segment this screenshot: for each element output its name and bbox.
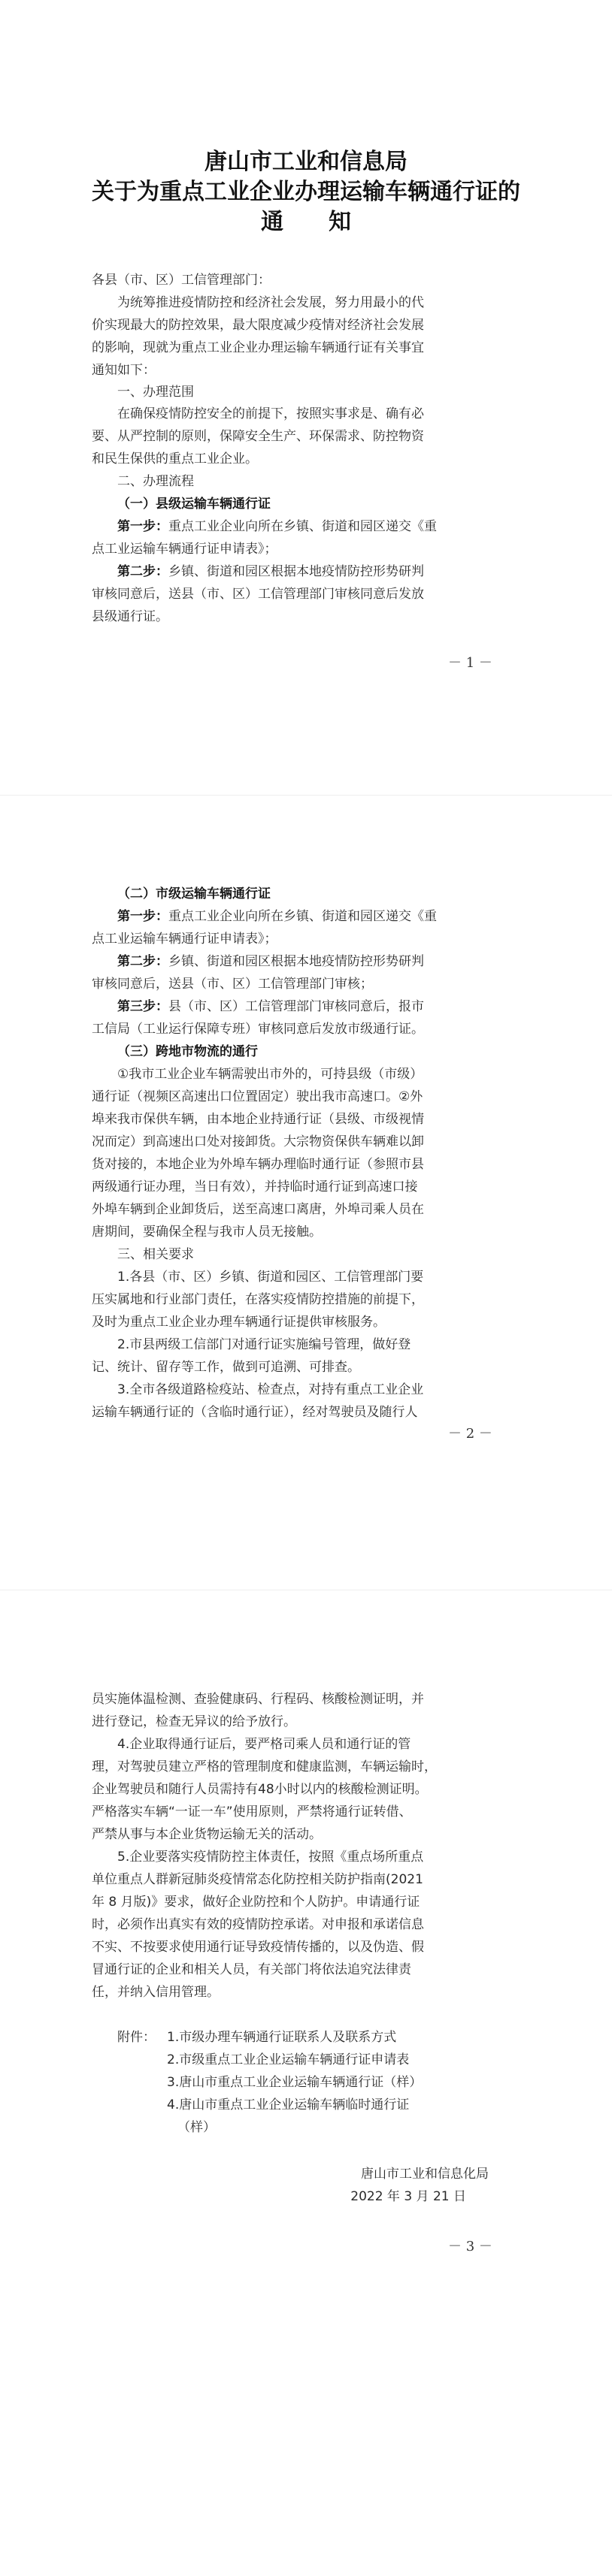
document-page-2 (0, 795, 612, 1590)
section-2-heading: 二、办理流程 (117, 474, 194, 489)
step-1-label: 第一步： (117, 909, 168, 924)
requirement-5-line: 单位重点人群新冠肺炎疫情常态化防控相关防护指南(2021 (92, 1872, 423, 1887)
requirement-5-line: 任，并纳入信用管理。 (92, 1985, 220, 2000)
step-1 (117, 907, 528, 926)
requirement-5-line: 不实、不按要求使用通行证导致疫情传播的，以及伪造、假 (92, 1940, 424, 1955)
requirement-1-line: 1.各县（市、区）乡镇、街道和园区、工信管理部门要 (117, 1270, 424, 1285)
subsection-2-heading: （二）市级运输车辆通行证 (117, 886, 271, 901)
requirement-3-line: 3.全市各级道路检疫站、检查点，对持有重点工业企业 (117, 1382, 424, 1397)
document-title-line-1: 唐山市工业和信息局 (205, 149, 407, 175)
step-2-label: 第二步： (117, 564, 168, 579)
step-3-text-line: 工信局（工业运行保障专班）审核同意后发放市级通行证。 (92, 1022, 424, 1037)
document-page-3 (0, 1590, 612, 2576)
attachment-item: 1.市级办理车辆通行证联系人及联系方式 (167, 2030, 397, 2045)
section-1-body-line: 在确保疫情防控安全的前提下，按照实事求是、确有必 (117, 406, 424, 421)
page-number: － 2 － (448, 1426, 492, 1442)
requirement-3-continued-line: 进行登记，检查无异议的给予放行。 (92, 1714, 296, 1729)
section-1-body-line: 要、从严控制的原则，保障安全生产、环保需求、防控物资 (92, 429, 424, 444)
salutation: 各县（市、区）工信管理部门： (92, 273, 271, 288)
subsection-3-body-line: 唐期间，要确保全程与我市人员无接触。 (92, 1225, 322, 1240)
requirement-4-line: 严禁从事与本企业货物运输无关的活动。 (92, 1827, 322, 1842)
document-page-1 (0, 0, 612, 795)
intro-line: 通知如下： (92, 363, 156, 378)
step-2 (117, 953, 528, 971)
requirement-3-line: 运输车辆通行证的（含临时通行证），经对驾驶员及随行人 (92, 1405, 418, 1420)
intro-line: 的影响，现就为重点工业企业办理运输车辆通行证有关事宜 (92, 340, 424, 355)
requirement-4-line: 理，对驾驶员建立严格的管理制度和健康监测，车辆运输时， (92, 1759, 437, 1774)
requirement-4-line: 严格落实车辆“一证一车”使用原则，严禁将通行证转借、 (92, 1804, 412, 1820)
issue-date: 2022 年 3 月 21 日 (350, 2189, 466, 2204)
requirement-2-line: 记、统计、留存等工作，做到可追溯、可排查。 (92, 1360, 360, 1375)
requirement-4-line: 4.企业取得通行证后，要严格司乘人员和通行证的管 (117, 1737, 411, 1752)
step-2-text: 乡镇、街道和园区根据本地疫情防控形势研判 (168, 564, 424, 579)
requirement-5-line: 冒通行证的企业和相关人员，有关部门将依法追究法律责 (92, 1962, 411, 1977)
attachment-item: 2.市级重点工业企业运输车辆通行证申请表 (167, 2052, 410, 2067)
requirement-1-line: 及时为重点工业企业办理车辆通行证提供审核服务。 (92, 1315, 386, 1330)
section-1-body-line: 和民生保供的重点工业企业。 (92, 451, 258, 467)
step-1-label: 第一步： (117, 519, 168, 534)
page-number: － 1 － (448, 655, 492, 671)
step-2-text: 乡镇、街道和园区根据本地疫情防控形势研判 (168, 954, 424, 969)
page-number: － 3 － (448, 2239, 492, 2254)
section-3-heading: 三、相关要求 (117, 1247, 194, 1262)
issuer: 唐山市工业和信息化局 (361, 2167, 489, 2182)
attachment-item: 4.唐山市重点工业企业运输车辆临时通行证 (167, 2097, 410, 2112)
requirement-2-line: 2.市县两级工信部门对通行证实施编号管理，做好登 (117, 1337, 411, 1352)
requirement-5-line: 时，必须作出真实有效的疫情防控承诺。对申报和承诺信息 (92, 1917, 424, 1932)
intro-line: 为统筹推进疫情防控和经济社会发展，努力用最小的代 (117, 295, 424, 310)
requirement-5-line: 年 8 月版)》要求，做好企业防控和个人防护。申请通行证 (92, 1895, 420, 1910)
attachment-item: 3.唐山市重点工业企业运输车辆通行证（样） (167, 2075, 423, 2090)
subsection-3-body-line: 货对接的，本地企业为外埠车辆办理临时通行证（参照市县 (92, 1157, 424, 1172)
subsection-3-body-line: 埠来我市保供车辆，由本地企业持通行证（县级、市级视情 (92, 1112, 424, 1127)
subsection-3-body-line: ①我市工业企业车辆需驶出市外的，可持县级（市级） (117, 1067, 423, 1082)
document-title-line-2: 关于为重点工业企业办理运输车辆通行证的 (92, 179, 520, 205)
requirement-5-line: 5.企业要落实疫情防控主体责任，按照《重点场所重点 (117, 1850, 424, 1865)
document-title-line-3: 通 知 (261, 209, 351, 235)
step-1-text-line: 点工业运输车辆通行证申请表》； (92, 542, 277, 557)
requirement-1-line: 压实属地和行业部门责任，在落实疫情防控措施的前提下， (92, 1292, 424, 1307)
subsection-3-body-line: 况而定）到高速出口处对接卸货。大宗物资保供车辆难以卸 (92, 1134, 424, 1149)
step-2-text-line: 审核同意后，送县（市、区）工信管理部门审核同意后发放 (92, 587, 424, 602)
subsection-3-body-line: 通行证（视频区高速出口位置固定）驶出我市高速口。②外 (92, 1089, 423, 1104)
subsection-3-body-line: 外埠车辆到企业卸货后，送至高速口离唐，外埠司乘人员在 (92, 1202, 424, 1217)
section-1-heading: 一、办理范围 (117, 385, 194, 400)
step-2 (117, 563, 528, 581)
step-2-text-line: 审核同意后，送县（市、区）工信管理部门审核； (92, 977, 373, 992)
step-2-label: 第二步： (117, 954, 168, 969)
step-1-text: 重点工业企业向所在乡镇、街道和园区递交《重 (168, 519, 437, 534)
step-1-text-line: 点工业运输车辆通行证申请表》； (92, 932, 277, 947)
step-1-text: 重点工业企业向所在乡镇、街道和园区递交《重 (168, 909, 437, 924)
step-1 (117, 518, 528, 536)
subsection-1-heading: （一）县级运输车辆通行证 (117, 497, 271, 512)
attachments-label: 附件： (117, 2030, 156, 2045)
subsection-3-body-line: 两级通行证办理，当日有效），并持临时通行证到高速口接 (92, 1179, 418, 1194)
step-3-label: 第三步： (117, 999, 168, 1014)
attachment-item-continued: （样） (177, 2120, 216, 2135)
step-3-text: 县（市、区）工信管理部门审核同意后，报市 (168, 999, 424, 1014)
intro-line: 价实现最大的防控效果，最大限度减少疫情对经济社会发展 (92, 318, 424, 333)
subsection-3-heading: （三）跨地市物流的通行 (117, 1044, 258, 1059)
step-2-text-line: 县级通行证。 (92, 609, 168, 624)
requirement-4-line: 企业驾驶员和随行人员需持有48小时以内的核酸检测证明。 (92, 1782, 428, 1797)
requirement-3-continued-line: 员实施体温检测、查验健康码、行程码、核酸检测证明，并 (92, 1692, 424, 1707)
step-3 (117, 998, 528, 1016)
